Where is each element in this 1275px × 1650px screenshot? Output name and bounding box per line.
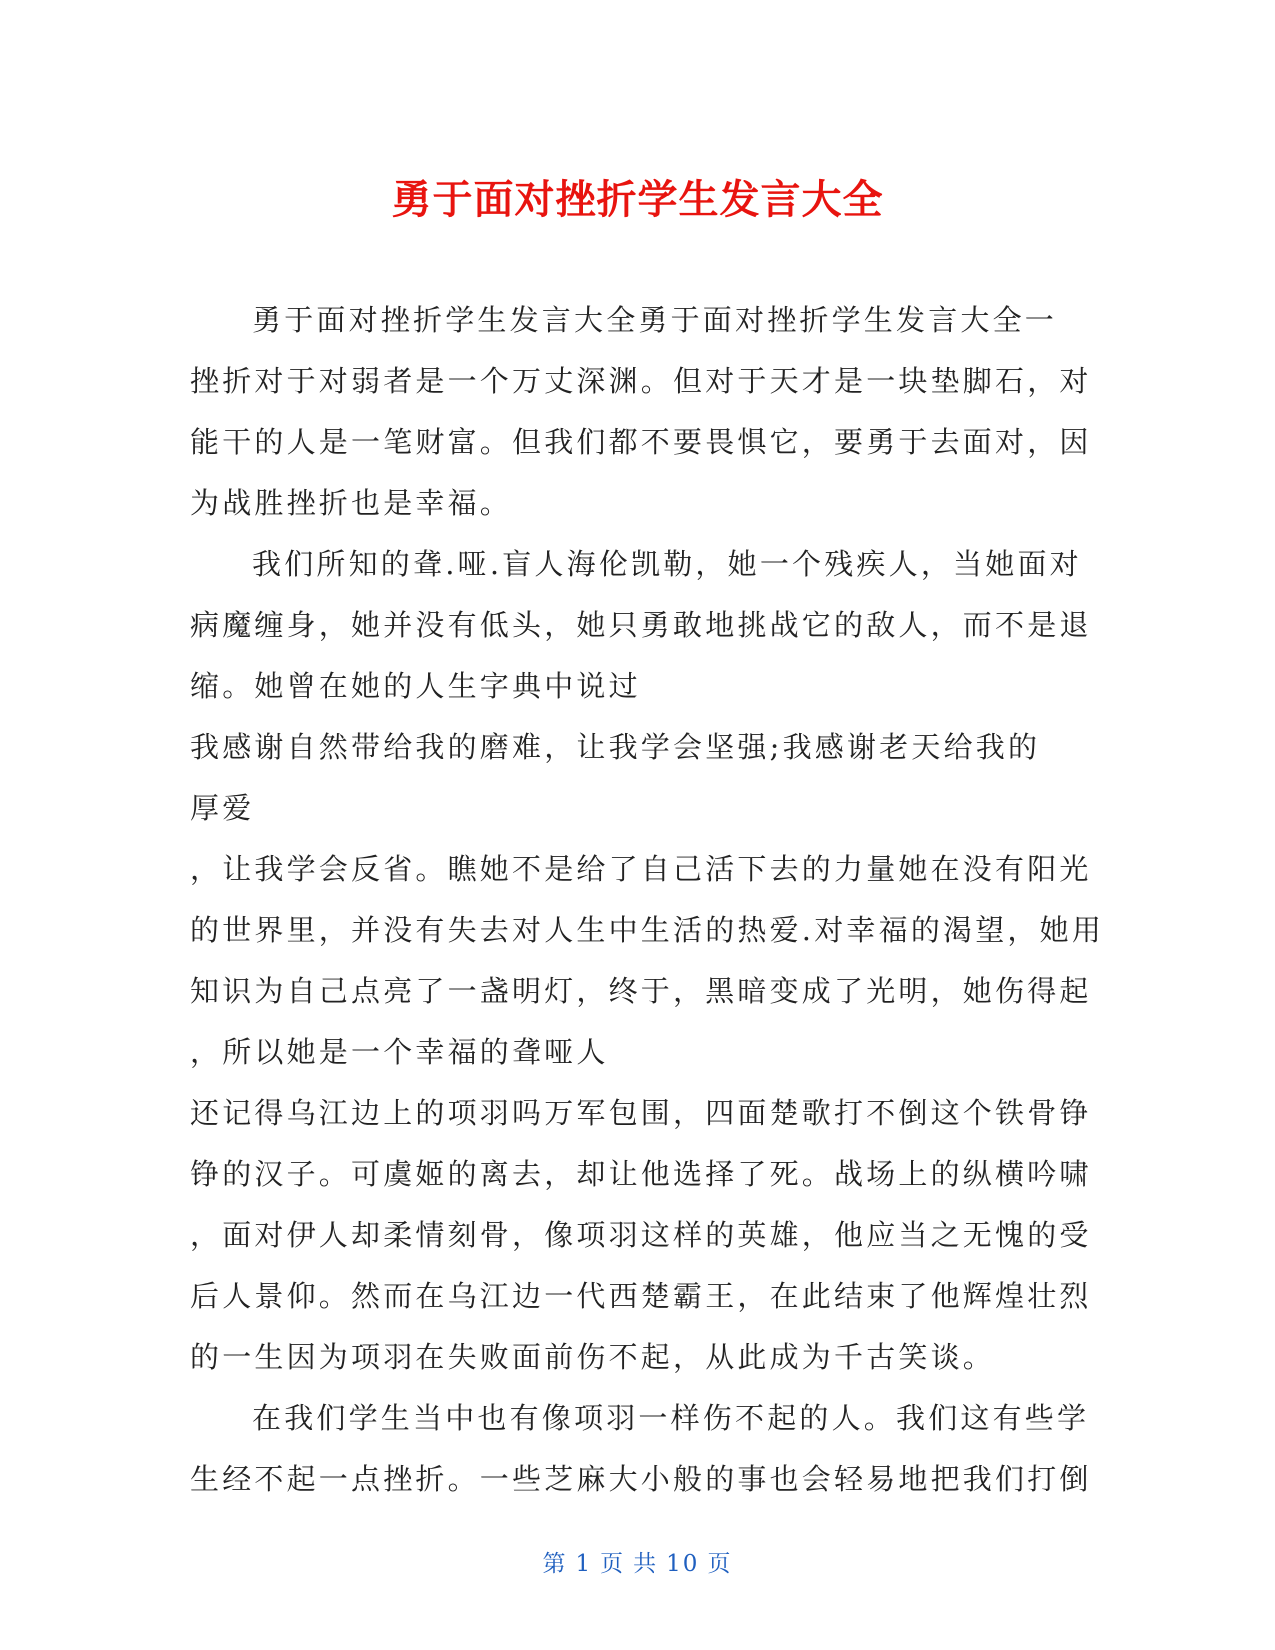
body-text-line: 知识为自己点亮了一盏明灯，终于，黑暗变成了光明，她伤得起 — [190, 974, 1092, 1008]
body-text-line: 能干的人是一笔财富。但我们都不要畏惧它，要勇于去面对，因 — [190, 425, 1092, 459]
footer-current-page: 1 — [575, 1551, 593, 1577]
body-text-line: 挫折对于对弱者是一个万丈深渊。但对于天才是一块垫脚石，对 — [190, 364, 1092, 398]
footer-total-pages: 10 — [666, 1551, 700, 1577]
body-text-line: 病魔缠身，她并没有低头，她只勇敢地挑战它的敌人，而不是退 — [190, 608, 1092, 642]
footer-prefix: 第 — [542, 1551, 568, 1577]
document-body — [190, 290, 1105, 1510]
body-text-line: 铮的汉子。可虞姬的离去，却让他选择了死。战场上的纵横吟啸 — [190, 1157, 1092, 1191]
body-text-line: 厚爱 — [190, 791, 255, 825]
body-text-line: 生经不起一点挫折。一些芝麻大小般的事也会轻易地把我们打倒 — [190, 1462, 1092, 1496]
body-text-line: 在我们学生当中也有像项羽一样伤不起的人。我们这有些学 — [252, 1401, 1090, 1435]
footer-page-word: 页 — [600, 1551, 626, 1577]
footer-total-prefix: 共 — [633, 1551, 659, 1577]
page-footer — [0, 1545, 1275, 1578]
body-text-line: 为战胜挫折也是幸福。 — [190, 486, 513, 520]
body-text-line: 的世界里，并没有失去对人生中生活的热爱.对幸福的渴望，她用 — [190, 913, 1105, 947]
document-title: 勇于面对挫折学生发言大全 — [391, 177, 884, 223]
body-text-line: ，让我学会反省。瞧她不是给了自己活下去的力量她在没有阳光 — [190, 852, 1092, 886]
body-text-line: ，所以她是一个幸福的聋哑人 — [190, 1035, 609, 1069]
body-text-line: 的一生因为项羽在失败面前伤不起，从此成为千古笑谈。 — [190, 1340, 996, 1374]
body-text-line: 我感谢自然带给我的磨难，让我学会坚强;我感谢老天给我的 — [190, 730, 1041, 764]
footer-total-suffix: 页 — [707, 1551, 733, 1577]
body-text-line: 我们所知的聋.哑.盲人海伦凯勒，她一个残疾人，当她面对 — [252, 547, 1082, 581]
body-text-line: ，面对伊人却柔情刻骨，像项羽这样的英雄，他应当之无愧的受 — [190, 1218, 1092, 1252]
body-text-line: 勇于面对挫折学生发言大全勇于面对挫折学生发言大全一 — [252, 303, 1058, 337]
body-text-line: 后人景仰。然而在乌江边一代西楚霸王，在此结束了他辉煌壮烈 — [190, 1279, 1092, 1313]
body-text-line: 还记得乌江边上的项羽吗万军包围，四面楚歌打不倒这个铁骨铮 — [190, 1096, 1092, 1130]
body-text-line: 缩。她曾在她的人生字典中说过 — [190, 669, 641, 703]
